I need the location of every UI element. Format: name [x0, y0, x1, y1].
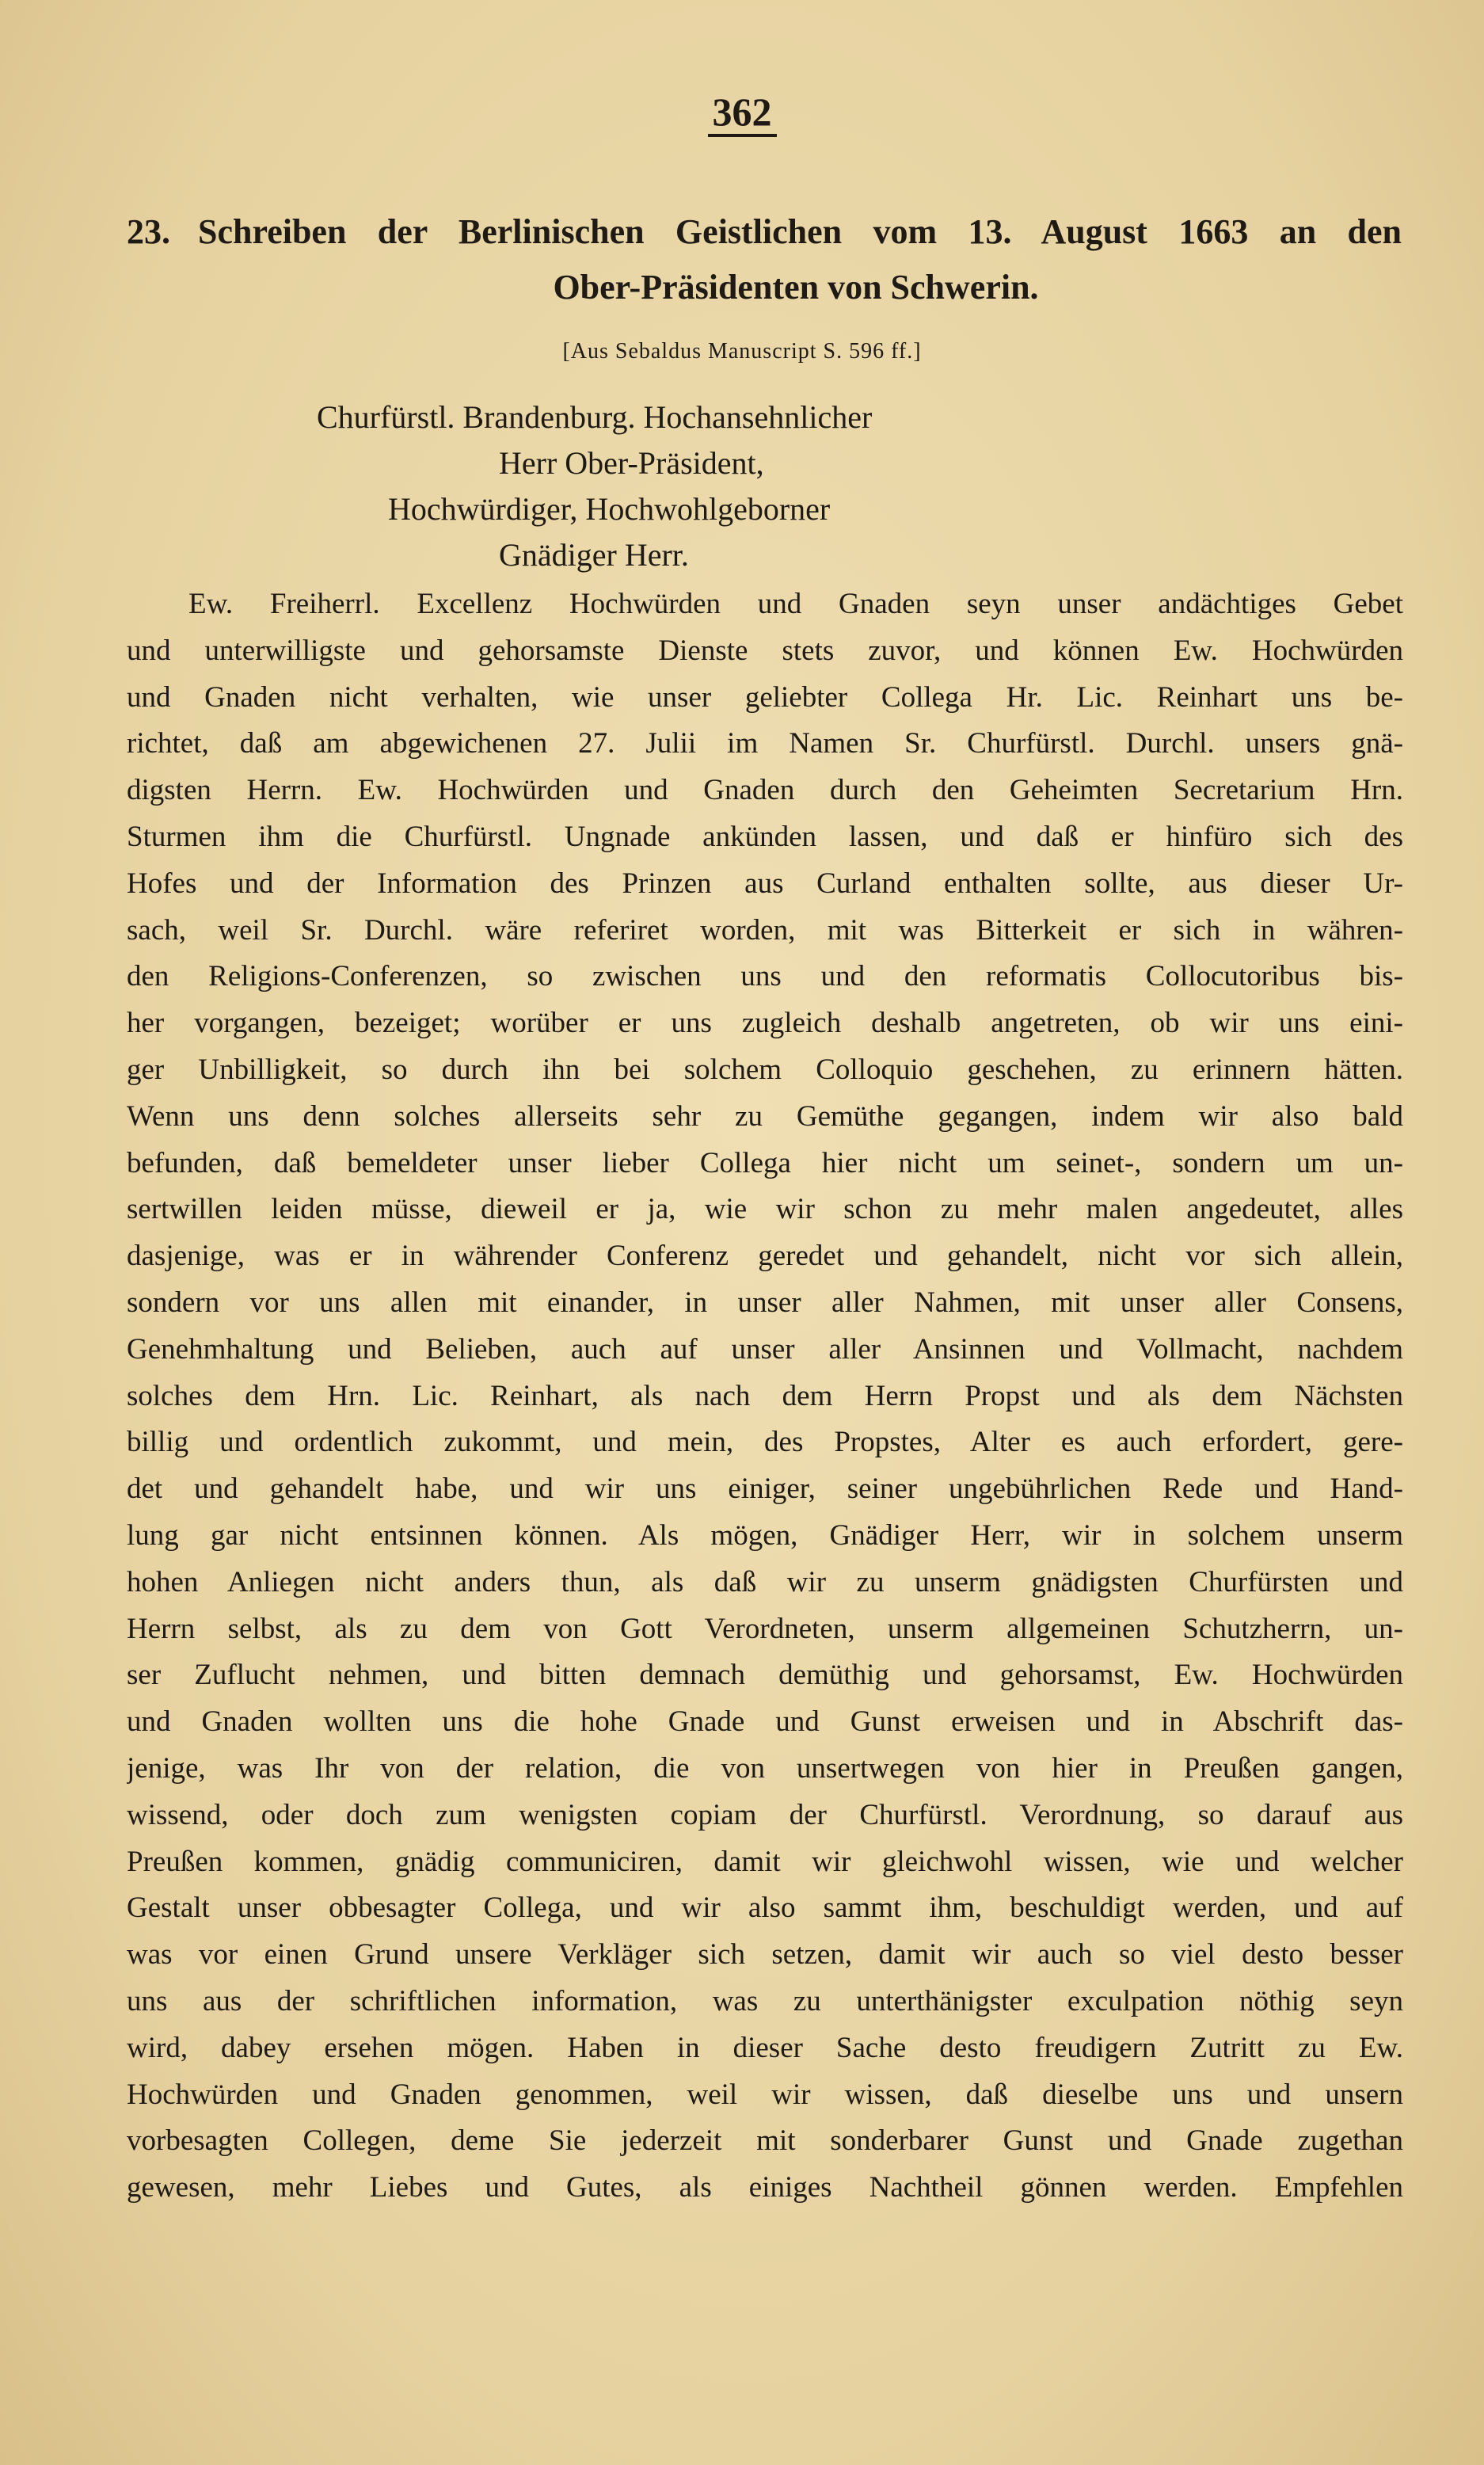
body-line: wird, dabey ersehen mögen. Haben in dieser Sache desto freudigern Zutritt zu Ew.	[127, 2031, 1403, 2064]
source-note: [Aus Sebaldus Manuscript S. 596 ff.]	[562, 339, 922, 364]
salutation-line-1: Churfürstl. Brandenburg. Hochansehnlicher	[317, 399, 873, 435]
body-line: Herrn selbst, als zu dem von Gott Verordneten, unserm allgemeinen Schutzherrn, un-	[127, 1612, 1403, 1645]
salutation-line-2: Herr Ober-Präsident,	[499, 445, 764, 481]
body-line: her vorgangen, bezeiget; worüber er uns zugleich deshalb angetreten, ob wir uns eini-	[127, 1007, 1403, 1040]
body-line: sondern vor uns allen mit einander, in unser aller Nahmen, mit unser aller Consens,	[127, 1286, 1403, 1319]
body-line: dasjenige, was er in währender Conferenz geredet und gehandelt, nicht vor sich allein,	[127, 1240, 1403, 1273]
body-line: gewesen, mehr Liebes und Gutes, als einiges Nachtheil gönnen werden. Empfehlen	[127, 2171, 1403, 2204]
body-line: jenige, was Ihr von der relation, die von unsertwegen von hier in Preußen gangen,	[127, 1751, 1403, 1785]
body-line: det und gehandelt habe, und wir uns einiger, seiner ungebührlichen Rede und Hand-	[127, 1473, 1403, 1506]
body-line: Sturmen ihm die Churfürstl. Ungnade ankünden lassen, und daß er hinfüro sich des	[127, 820, 1403, 853]
body-line: was vor einen Grund unsere Verkläger sich setzen, damit wir auch so viel desto besser	[127, 1938, 1403, 1972]
body-line: und Gnaden wollten uns die hohe Gnade und Gunst erweisen und in Abschrift das-	[127, 1705, 1403, 1739]
document-heading	[127, 204, 1402, 315]
body-line: sertwillen leiden müsse, dieweil er ja, wie wir schon zu mehr malen angedeutet, alles	[127, 1193, 1403, 1226]
body-line: richtet, daß am abgewichenen 27. Julii im Namen Sr. Churfürstl. Durchl. unsers gnä-	[127, 727, 1403, 760]
page-number: 362	[0, 89, 1484, 135]
body-line: vorbesagten Collegen, deme Sie jederzeit mit sonderbarer Gunst und Gnade zugethan	[127, 2124, 1403, 2158]
body-line: hohen Anliegen nicht anders thun, als daß wir zu unserm gnädigsten Churfürsten und	[127, 1565, 1403, 1598]
body-line: billig und ordentlich zukommt, und mein, des Propstes, Alter es auch erfordert, gere-	[127, 1426, 1403, 1459]
heading-number: 23.	[127, 212, 170, 251]
body-line: ger Unbilligkeit, so durch ihn bei solchem Colloquio geschehen, zu erinnern hätten.	[127, 1053, 1403, 1086]
body-line: Wenn uns denn solches allerseits sehr zu Gemüthe gegangen, indem wir also bald	[127, 1099, 1403, 1133]
body-line: Hofes und der Information des Prinzen aus Curland enthalten sollte, aus dieser Ur-	[127, 867, 1403, 900]
salutation-line-3: Hochwürdiger, Hochwohlgeborner	[388, 491, 831, 527]
body-line: Ew. Freiherrl. Excellenz Hochwürden und Gnaden seyn unser andächtiges Gebet	[188, 588, 1403, 620]
body-line: und unterwilligste und gehorsamste Dienste stets zuvor, und können Ew. Hochwürden	[127, 634, 1403, 667]
body-line: sach, weil Sr. Durchl. wäre referiret worden, mit was Bitterkeit er sich in währen-	[127, 913, 1403, 947]
body-line: digsten Herrn. Ew. Hochwürden und Gnaden durch den Geheimten Secretarium Hrn.	[127, 774, 1403, 807]
body-line: solches dem Hrn. Lic. Reinhart, als nach dem Herrn Propst und als dem Nächsten	[127, 1379, 1403, 1412]
salutation	[127, 394, 1402, 578]
body-line: befunden, daß bemeldeter unser lieber Collega hier nicht um seinet-, sondern um un-	[127, 1146, 1403, 1179]
salutation-line-4: Gnädiger Herr.	[499, 537, 689, 573]
body-line: den Religions-Conferenzen, so zwischen uns und den reformatis Collocutoribus bis-	[127, 960, 1403, 993]
heading-line-2: Ober-Präsidenten von Schwerin.	[553, 268, 1039, 307]
heading-line-1: 23. Schreiben der Berlinischen Geistlichen vom 13. August 1663 an den	[127, 204, 1402, 260]
body-line: Hochwürden und Gnaden genommen, weil wir wissen, daß dieselbe uns und unsern	[127, 2078, 1403, 2111]
body-line: uns aus der schriftlichen information, was zu unterthänigster exculpation nöthig seyn	[127, 1984, 1403, 2017]
body-line: lung gar nicht entsinnen können. Als mögen, Gnädiger Herr, wir in solchem unserm	[127, 1518, 1403, 1552]
body-line: und Gnaden nicht verhalten, wie unser geliebter Collega Hr. Lic. Reinhart uns be-	[127, 680, 1403, 714]
body-line: ser Zuflucht nehmen, und bitten demnach demüthig und gehorsamst, Ew. Hochwürden	[127, 1659, 1403, 1692]
letter-body	[127, 581, 1403, 2212]
body-line: wissend, oder doch zum wenigsten copiam der Churfürstl. Verordnung, so darauf aus	[127, 1798, 1403, 1831]
body-line: Genehmhaltung und Belieben, auch auf unser aller Ansinnen und Vollmacht, nachdem	[127, 1332, 1403, 1366]
body-line: Gestalt unser obbesagter Collega, und wir also sammt ihm, beschuldigt werden, und auf	[127, 1892, 1403, 1925]
body-line: Preußen kommen, gnädig communiciren, damit wir gleichwohl wissen, wie und welcher	[127, 1845, 1403, 1878]
